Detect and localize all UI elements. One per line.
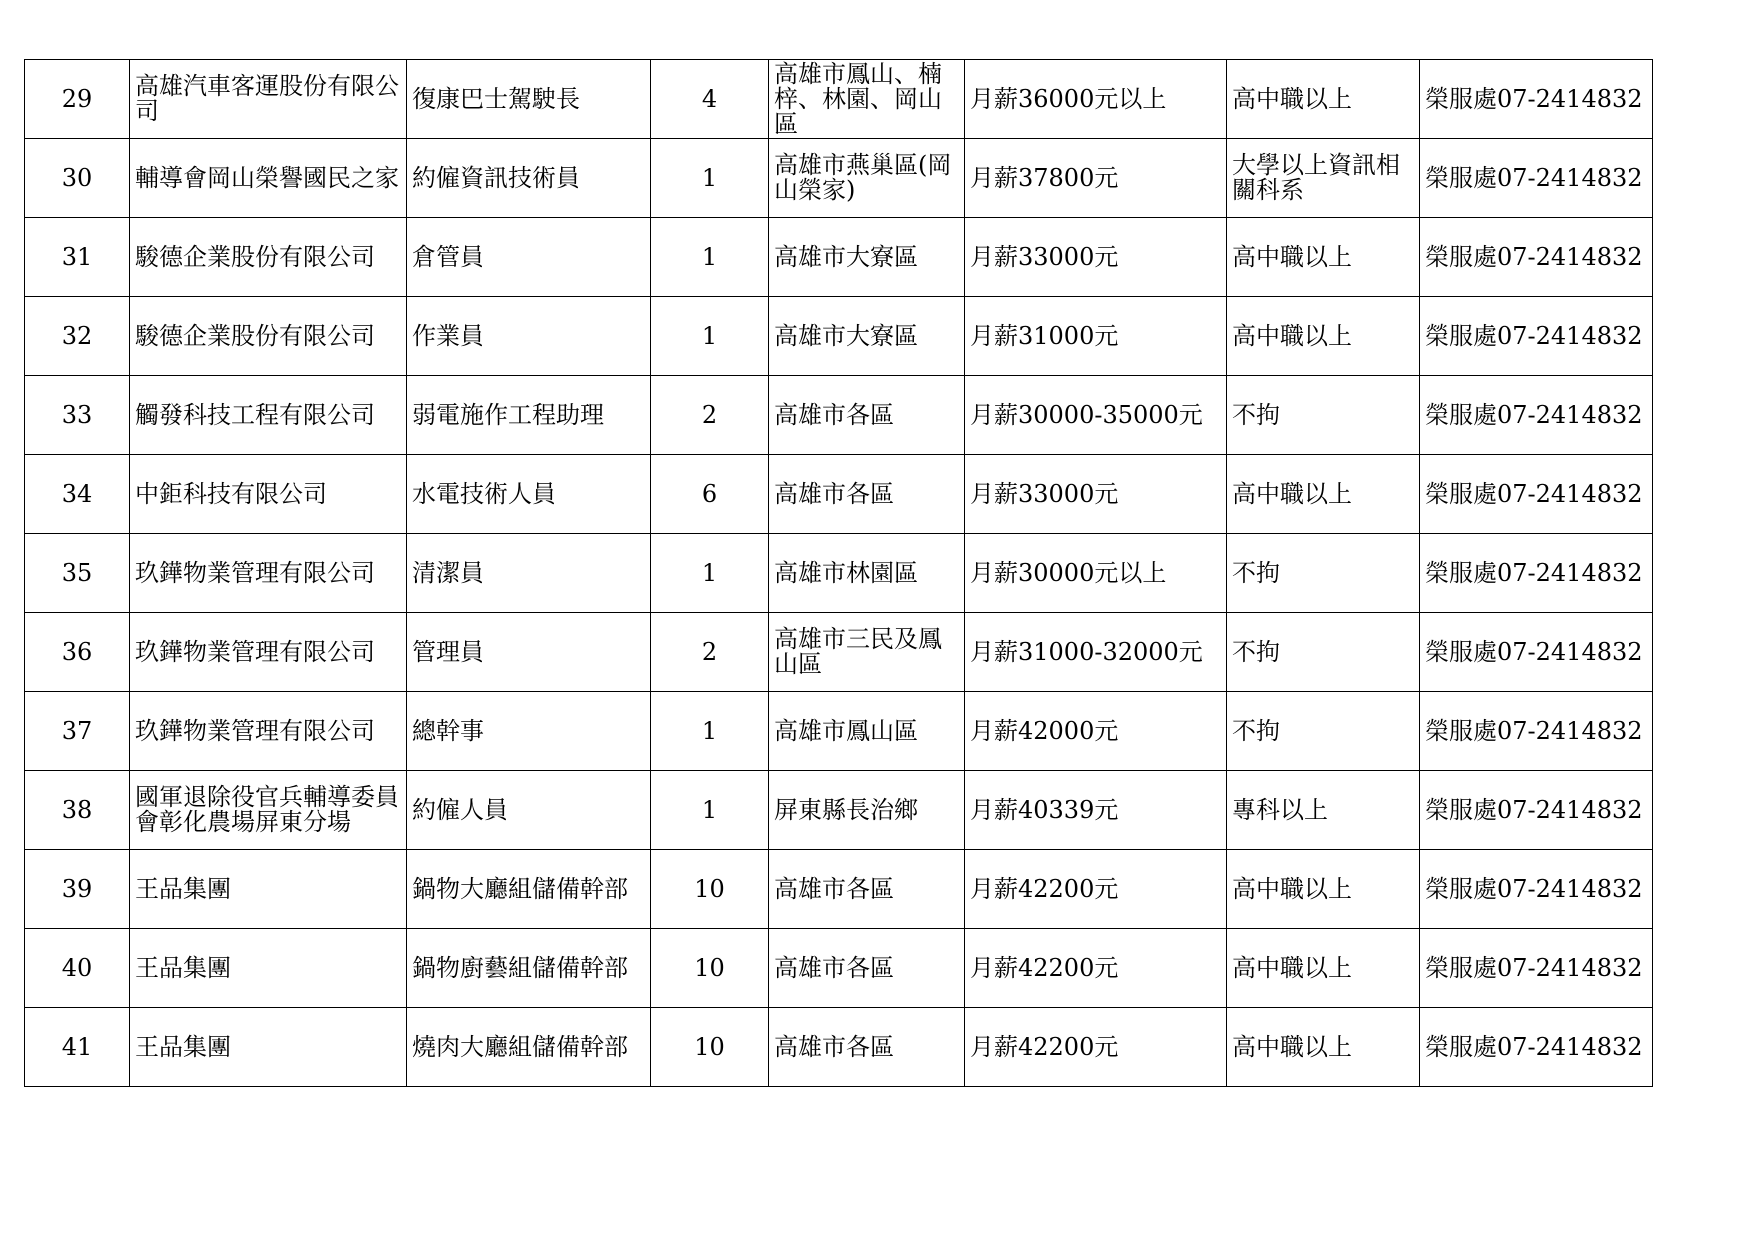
education-cell: 不拘 [1227,534,1420,613]
row-number-cell: 31 [25,218,130,297]
row-number-cell: 39 [25,850,130,929]
contact-cell: 榮服處07-2414832 [1420,455,1653,534]
table-row [25,455,1653,534]
salary-cell: 月薪40339元 [965,771,1227,850]
company-cell: 高雄汽車客運股份有限公司 [130,60,407,139]
location-cell: 屏東縣長治鄉 [769,771,965,850]
table-row [25,771,1653,850]
position-cell: 約僱資訊技術員 [407,139,651,218]
row-number-cell: 30 [25,139,130,218]
position-cell: 清潔員 [407,534,651,613]
location-cell: 高雄市各區 [769,376,965,455]
education-cell: 高中職以上 [1227,297,1420,376]
education-cell: 專科以上 [1227,771,1420,850]
salary-cell: 月薪33000元 [965,218,1227,297]
headcount-cell: 2 [651,613,769,692]
location-cell: 高雄市各區 [769,1008,965,1087]
location-cell: 高雄市林園區 [769,534,965,613]
contact-cell: 榮服處07-2414832 [1420,218,1653,297]
row-number-cell: 36 [25,613,130,692]
table-row [25,297,1653,376]
position-cell: 管理員 [407,613,651,692]
row-number-cell: 37 [25,692,130,771]
table-row [25,139,1653,218]
education-cell: 高中職以上 [1227,929,1420,1008]
position-cell: 燒肉大廳組儲備幹部 [407,1008,651,1087]
location-cell: 高雄市鳳山區 [769,692,965,771]
company-cell: 國軍退除役官兵輔導委員會彰化農場屏東分場 [130,771,407,850]
contact-cell: 榮服處07-2414832 [1420,297,1653,376]
company-cell: 玖鏵物業管理有限公司 [130,534,407,613]
education-cell: 高中職以上 [1227,1008,1420,1087]
education-cell: 高中職以上 [1227,218,1420,297]
headcount-cell: 10 [651,929,769,1008]
company-cell: 中鉅科技有限公司 [130,455,407,534]
headcount-cell: 10 [651,850,769,929]
headcount-cell: 6 [651,455,769,534]
row-number-cell: 32 [25,297,130,376]
contact-cell: 榮服處07-2414832 [1420,771,1653,850]
salary-cell: 月薪33000元 [965,455,1227,534]
company-cell: 駿德企業股份有限公司 [130,297,407,376]
location-cell: 高雄市三民及鳳山區 [769,613,965,692]
contact-cell: 榮服處07-2414832 [1420,929,1653,1008]
salary-cell: 月薪30000元以上 [965,534,1227,613]
company-cell: 王品集團 [130,1008,407,1087]
company-cell: 玖鏵物業管理有限公司 [130,692,407,771]
education-cell: 高中職以上 [1227,455,1420,534]
position-cell: 復康巴士駕駛長 [407,60,651,139]
contact-cell: 榮服處07-2414832 [1420,692,1653,771]
position-cell: 約僱人員 [407,771,651,850]
salary-cell: 月薪42200元 [965,929,1227,1008]
location-cell: 高雄市燕巢區(岡山榮家) [769,139,965,218]
table-row [25,850,1653,929]
table-row [25,534,1653,613]
company-cell: 王品集團 [130,929,407,1008]
position-cell: 鍋物大廳組儲備幹部 [407,850,651,929]
job-listings-table [24,59,1653,1087]
position-cell: 作業員 [407,297,651,376]
position-cell: 總幹事 [407,692,651,771]
headcount-cell: 4 [651,60,769,139]
salary-cell: 月薪37800元 [965,139,1227,218]
headcount-cell: 1 [651,771,769,850]
company-cell: 王品集團 [130,850,407,929]
table-row [25,613,1653,692]
row-number-cell: 29 [25,60,130,139]
salary-cell: 月薪42200元 [965,1008,1227,1087]
salary-cell: 月薪31000元 [965,297,1227,376]
position-cell: 弱電施作工程助理 [407,376,651,455]
company-cell: 玖鏵物業管理有限公司 [130,613,407,692]
location-cell: 高雄市鳳山、楠梓、林園、岡山區 [769,60,965,139]
contact-cell: 榮服處07-2414832 [1420,1008,1653,1087]
location-cell: 高雄市各區 [769,929,965,1008]
location-cell: 高雄市大寮區 [769,218,965,297]
row-number-cell: 41 [25,1008,130,1087]
company-cell: 駿德企業股份有限公司 [130,218,407,297]
salary-cell: 月薪30000-35000元 [965,376,1227,455]
headcount-cell: 10 [651,1008,769,1087]
location-cell: 高雄市各區 [769,850,965,929]
table-row [25,376,1653,455]
headcount-cell: 1 [651,218,769,297]
row-number-cell: 38 [25,771,130,850]
row-number-cell: 35 [25,534,130,613]
headcount-cell: 1 [651,297,769,376]
contact-cell: 榮服處07-2414832 [1420,139,1653,218]
contact-cell: 榮服處07-2414832 [1420,60,1653,139]
education-cell: 不拘 [1227,376,1420,455]
table-row [25,692,1653,771]
table-row [25,60,1653,139]
education-cell: 大學以上資訊相關科系 [1227,139,1420,218]
education-cell: 高中職以上 [1227,60,1420,139]
location-cell: 高雄市各區 [769,455,965,534]
position-cell: 水電技術人員 [407,455,651,534]
table-row [25,929,1653,1008]
table-body [25,60,1653,1087]
headcount-cell: 1 [651,534,769,613]
headcount-cell: 1 [651,139,769,218]
row-number-cell: 34 [25,455,130,534]
contact-cell: 榮服處07-2414832 [1420,534,1653,613]
contact-cell: 榮服處07-2414832 [1420,376,1653,455]
table-row [25,218,1653,297]
row-number-cell: 40 [25,929,130,1008]
position-cell: 倉管員 [407,218,651,297]
salary-cell: 月薪42200元 [965,850,1227,929]
company-cell: 觸發科技工程有限公司 [130,376,407,455]
position-cell: 鍋物廚藝組儲備幹部 [407,929,651,1008]
salary-cell: 月薪42000元 [965,692,1227,771]
table-row [25,1008,1653,1087]
salary-cell: 月薪36000元以上 [965,60,1227,139]
company-cell: 輔導會岡山榮譽國民之家 [130,139,407,218]
headcount-cell: 1 [651,692,769,771]
salary-cell: 月薪31000-32000元 [965,613,1227,692]
headcount-cell: 2 [651,376,769,455]
location-cell: 高雄市大寮區 [769,297,965,376]
education-cell: 高中職以上 [1227,850,1420,929]
contact-cell: 榮服處07-2414832 [1420,613,1653,692]
row-number-cell: 33 [25,376,130,455]
education-cell: 不拘 [1227,613,1420,692]
education-cell: 不拘 [1227,692,1420,771]
contact-cell: 榮服處07-2414832 [1420,850,1653,929]
